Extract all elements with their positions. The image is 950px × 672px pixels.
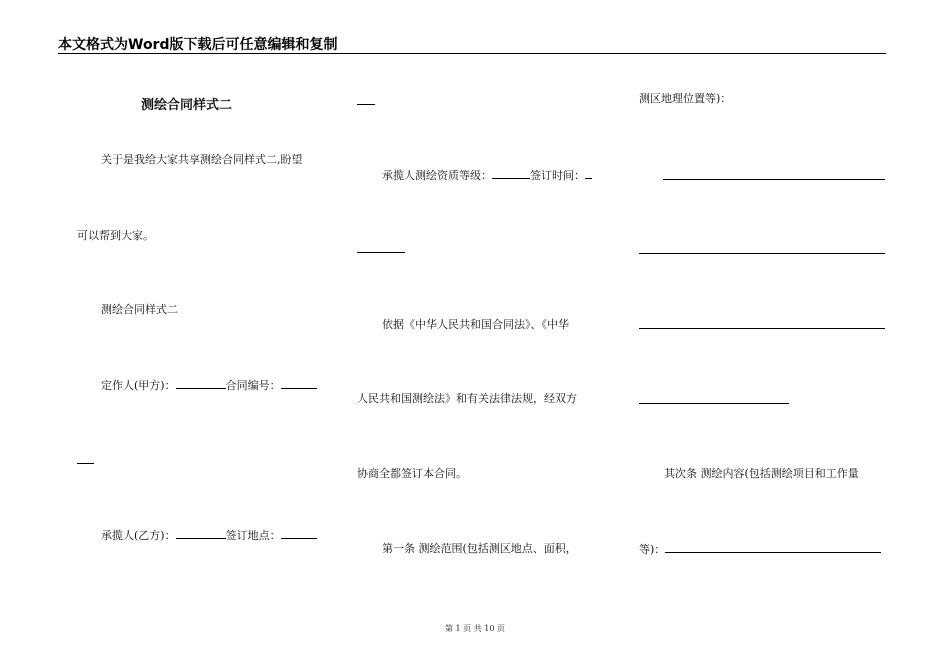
header-divider — [58, 53, 886, 54]
contract-no-blank — [281, 378, 317, 389]
sign-time-blank — [585, 168, 592, 179]
qualification-blank — [492, 168, 530, 179]
page-number: 第 1 页 共 10 页 — [445, 624, 505, 633]
article-2-continued: 等)： — [639, 543, 666, 556]
sign-place-label: 签订地点： — [225, 529, 281, 542]
basis-line-2: 人民共和国测绘法》和有关法律法规，经双方 — [357, 392, 577, 405]
qualification-label: 承揽人测绘资质等级： — [382, 169, 492, 182]
basis-line-3: 协商全都签订本合同。 — [357, 467, 467, 480]
basis-line-1: 依据《中华人民共和国合同法》、《中华 — [382, 318, 569, 331]
blank-line — [639, 253, 885, 254]
sign-time-label: 签订时间： — [530, 169, 585, 182]
contract-title: 测绘合同样式二 — [141, 98, 233, 113]
party-b-label: 承揽人(乙方)： — [101, 529, 176, 542]
qualification-row — [382, 168, 592, 183]
article-1-continued: 测区地理位置等)： — [639, 92, 732, 105]
blank-line — [77, 463, 94, 464]
article-2: 其次条 测绘内容(包括测绘项目和工作量 — [664, 467, 859, 480]
sign-place-blank — [281, 528, 317, 539]
party-a-row — [101, 378, 317, 393]
article-1: 第一条 测绘范围(包括测区地点、面积， — [382, 542, 577, 555]
blank-line — [357, 104, 375, 105]
intro-line-2: 可以帮到大家。 — [77, 229, 154, 242]
party-a-label: 定作人(甲方)： — [101, 379, 176, 392]
article-2-row — [639, 542, 881, 557]
document-header: 本文格式为Word版下载后可任意编辑和复制 — [58, 37, 338, 53]
article-2-blank — [665, 542, 881, 553]
blank-line — [663, 179, 885, 180]
blank-line — [639, 403, 789, 404]
contract-no-label: 合同编号： — [225, 379, 281, 392]
intro-line-1: 关于是我给大家共享测绘合同样式二,盼望 — [101, 153, 303, 166]
blank-line — [639, 328, 885, 329]
party-a-blank — [176, 378, 226, 389]
party-b-blank — [176, 528, 226, 539]
party-b-row — [101, 528, 317, 543]
blank-line — [357, 252, 405, 253]
subtitle: 测绘合同样式二 — [101, 303, 178, 316]
